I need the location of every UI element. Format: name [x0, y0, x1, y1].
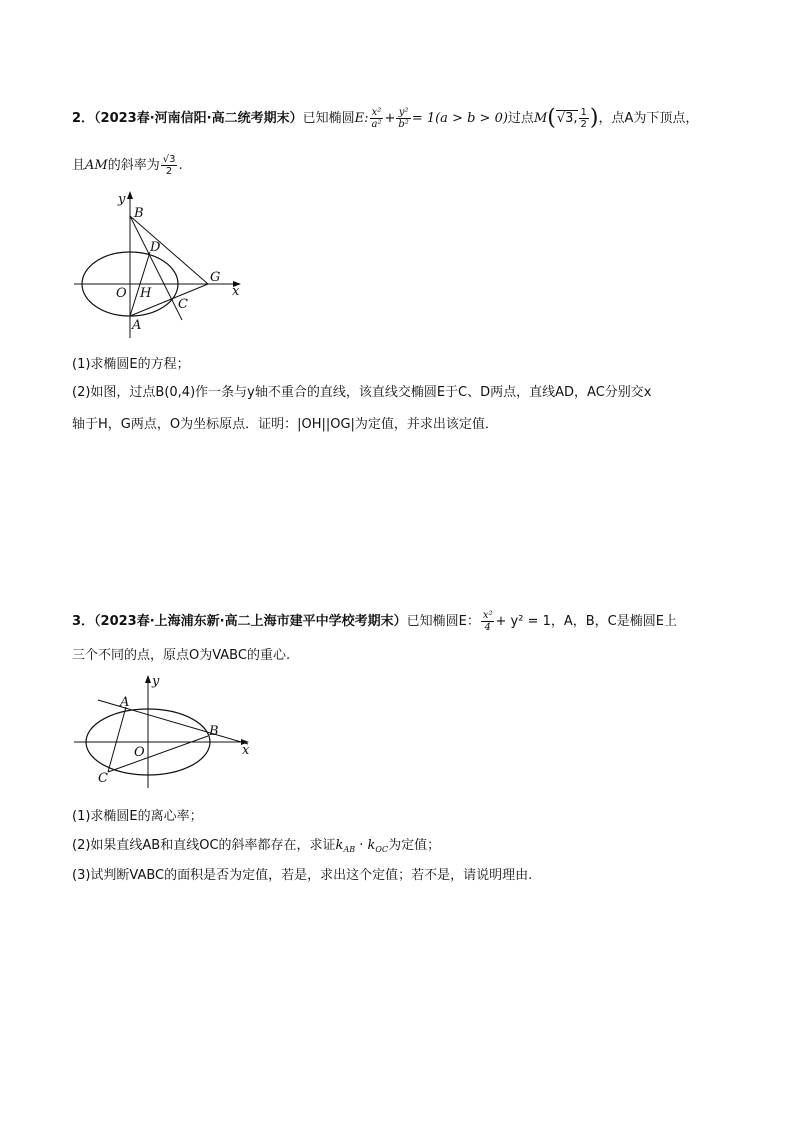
fig2-label-o: O	[134, 745, 145, 760]
line2-end: .	[178, 158, 183, 173]
problem3-line1	[72, 610, 677, 633]
k-ab: $k_{AB}$	[335, 838, 356, 854]
fig1-label-g: G	[210, 270, 221, 285]
one-half: $\frac{1}{2}$	[580, 107, 587, 130]
problem3-q1: (1)求椭圆E的离心率；	[72, 809, 203, 824]
problem3-q3: (3)试判断VABC的面积是否为定值，若是，求出这个定值；若不是，请说明理由.	[72, 868, 533, 883]
x2-over-4: $\frac{\text{x²}}{4}$	[482, 610, 493, 633]
fig1-label-y: y	[118, 192, 126, 207]
fig2-label-c: C	[98, 771, 108, 786]
problem2-q2-line1: (2)如图，过点B(0,4)作一条与y轴不重合的直线，该直线交椭圆E于C、D两点，直线AD，AC分别交x	[72, 385, 652, 400]
line2-pre: 且	[72, 158, 86, 173]
fig2-label-a: A	[120, 695, 130, 710]
y2-over-b2: $\frac{\text{y²}}{\text{b²}}$	[398, 107, 409, 130]
problem3-source: （2023春·上海浦东新·高二上海市建平中学校考期末）	[94, 614, 407, 629]
figure-ellipse-problem3	[68, 672, 258, 792]
problem3-stem-pre: 已知椭圆E：	[406, 614, 480, 629]
segment-am: AM	[85, 158, 108, 173]
problem3-q2-post: 为定值；	[388, 838, 441, 853]
multiply-dot: ·	[355, 838, 368, 853]
x2-over-a2: $\frac{\text{x²}}{\text{a²}}$	[371, 107, 382, 130]
problem2-number: 2．	[72, 111, 95, 126]
fig2-label-x: x	[242, 743, 250, 758]
sqrt3: √3,	[556, 111, 578, 126]
problem3-q2-pre: (2)如果直线AB和直线OC的斜率都存在，求证	[72, 838, 336, 853]
k-oc: $k_{OC}$	[367, 838, 389, 854]
problem2-line1: 2．（2023春·河南信阳·高二统考期末）已知椭圆E: $\frac{\text{x²}}{\text{a²}}$ + $\frac{\text{y²}}{\text{b²}}$ = 1(a > b > 0)过点M(√3, $\frac{1}{2}$ )，点A为下顶点，	[72, 105, 699, 131]
fig1-label-d: D	[150, 240, 161, 255]
fig1-label-b: B	[134, 206, 144, 221]
plus-sign: +	[384, 111, 396, 126]
problem3-line2: 三个不同的点，原点O为VABC的重心.	[72, 648, 291, 663]
fig1-label-c: C	[178, 297, 188, 312]
point-m: M	[533, 111, 548, 126]
fig1-label-h: H	[140, 286, 152, 301]
slope-fraction: $\frac{√3}{2}$	[162, 154, 176, 177]
problem3-stem-rest: + y² = 1，A，B，C是椭圆E上	[495, 614, 677, 629]
ellipse-name: E:	[354, 111, 369, 126]
problem2-stem-post: ，点A为下顶点，	[598, 111, 699, 126]
fig1-label-x: x	[232, 284, 240, 299]
problem2-q2-line2: 轴于H，G两点，O为坐标原点．证明：|OH||OG|为定值，并求出该定值．	[72, 417, 498, 432]
passes-text: 过点	[507, 111, 534, 126]
problem2-source: （2023春·河南信阳·高二统考期末）	[94, 111, 303, 126]
problem2-stem-pre: 已知椭圆	[302, 111, 355, 126]
problem3-q2	[72, 836, 440, 860]
fig1-label-o: O	[116, 286, 127, 301]
fig1-label-a: A	[132, 318, 142, 333]
problem3-number: 3．	[72, 614, 95, 629]
fig2-label-b: B	[209, 724, 219, 739]
fig2-label-y: y	[152, 674, 160, 689]
equation-condition: = 1(a > b > 0)	[411, 111, 508, 126]
line2-mid: 的斜率为	[107, 158, 160, 173]
problem2-q1: (1)求椭圆E的方程；	[72, 357, 190, 372]
figure-ellipse-problem2	[68, 188, 248, 348]
problem2-line2	[72, 154, 183, 177]
